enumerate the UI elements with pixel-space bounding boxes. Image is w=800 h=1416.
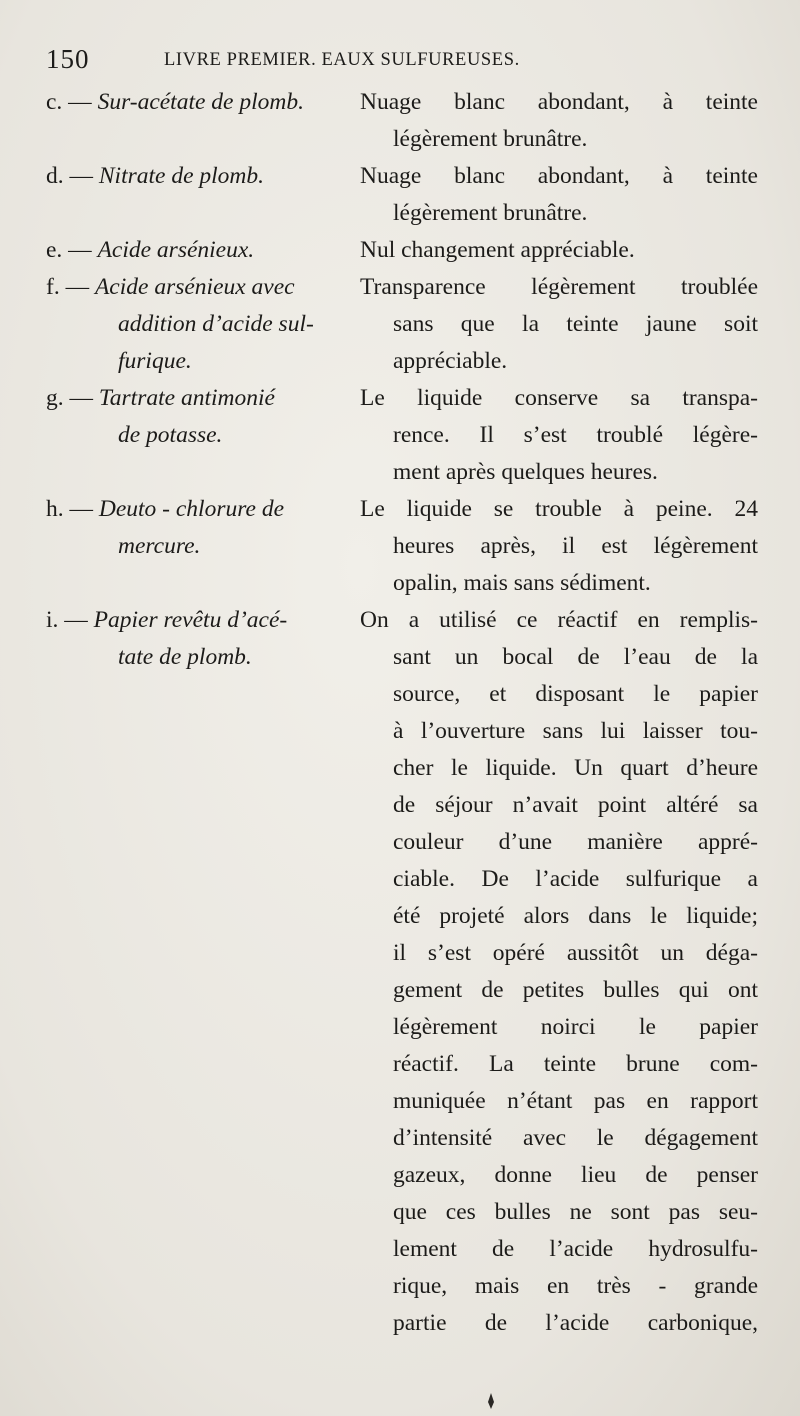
result-line: Le liquide se trouble à peine. 24 [360,496,758,522]
running-title: LIVRE PREMIER. EAUX SULFUREUSES. [164,50,520,70]
reagent-line: mercure. [118,533,201,559]
result-line: ciable. De l’acide sulfurique a [393,866,758,892]
result-line: sans que la teinte jaune soit [393,311,758,337]
reagent-line: Deuto - chlorure de [98,496,284,522]
result-line: légèrement brunâtre. [393,126,588,152]
result-line: appréciable. [393,348,508,374]
result-line: lement de l’acide hydrosulfu- [393,1236,758,1262]
result-line: Nul changement appréciable. [360,237,635,263]
reaction-result [360,84,758,158]
reagent-name [46,269,360,380]
entry-letter: d. — [46,163,93,189]
reagent-entry [46,380,766,491]
reagent-name [46,602,360,676]
entry-letter: c. — [46,89,92,115]
result-line: gement de petites bulles qui ont [393,977,758,1003]
entry-letter: h. — [46,496,93,522]
result-line: sant un bocal de l’eau de la [393,644,758,670]
result-line: rique, mais en très - grande [393,1273,758,1299]
entry-letter: e. — [46,237,92,263]
result-line: que ces bulles ne sont pas seu- [393,1199,758,1225]
result-line: Le liquide conserve sa transpa- [360,385,758,411]
result-line: gazeux, donne lieu de penser [393,1162,758,1188]
result-line: d’intensité avec le dégagement [393,1125,758,1151]
reaction-result [360,232,758,269]
reagent-line: Acide arsénieux avec [94,274,295,300]
reagent-name [46,84,360,121]
reaction-result [360,158,758,232]
reaction-result [360,602,758,1342]
reagent-results-list [46,84,766,1342]
page-header [46,44,746,78]
reagent-name [46,158,360,195]
signature-mark-icon [484,1392,498,1410]
reagent-line: Acide arsénieux. [97,237,255,263]
result-line: On a utilisé ce réactif en remplis- [360,607,758,633]
result-line: muniquée n’étant pas en rapport [393,1088,758,1114]
result-line: Nuage blanc abondant, à teinte [360,89,758,115]
result-line: couleur d’une manière appré- [393,829,758,855]
reagent-name [46,491,360,565]
result-line: opalin, mais sans sédiment. [393,570,651,596]
result-line: Nuage blanc abondant, à teinte [360,163,758,189]
reagent-line: addition d’acide sul- [118,311,314,337]
reagent-line: Papier revêtu d’acé- [93,607,288,633]
reaction-result [360,269,758,380]
entry-letter: f. — [46,274,90,300]
result-line: légèrement brunâtre. [393,200,588,226]
reagent-name [46,232,360,269]
result-line: été projeté alors dans le liquide; [393,903,758,929]
reagent-entry [46,602,766,1342]
result-line: Transparence légèrement troublée [360,274,758,300]
reagent-line: Sur-acétate de plomb. [97,89,304,115]
reagent-entry [46,491,766,602]
reagent-line: de potasse. [118,422,223,448]
reagent-entry [46,232,766,269]
result-line: il s’est opéré aussitôt un déga- [393,940,758,966]
reagent-line: furique. [118,348,192,374]
page-number: 150 [46,44,90,74]
reagent-entry [46,158,766,232]
result-line: partie de l’acide carbonique, [393,1310,758,1336]
result-line: ment après quelques heures. [393,459,658,485]
result-line: source, et disposant le papier [393,681,758,707]
reagent-line: Nitrate de plomb. [98,163,265,189]
entry-letter: g. — [46,385,93,411]
entry-letter: i. — [46,607,88,633]
reaction-result [360,380,758,491]
reaction-result [360,491,758,602]
result-line: à l’ouverture sans lui laisser tou- [393,718,758,744]
result-line: légèrement noirci le papier [393,1014,758,1040]
reagent-name [46,380,360,454]
result-line: cher le liquide. Un quart d’heure [393,755,758,781]
reagent-line: tate de plomb. [118,644,252,670]
result-line: heures après, il est légèrement [393,533,758,559]
result-line: de séjour n’avait point altéré sa [393,792,758,818]
result-line: rence. Il s’est troublé légère- [393,422,758,448]
reagent-entry [46,269,766,380]
reagent-line: Tartrate antimonié [98,385,275,411]
result-line: réactif. La teinte brune com- [393,1051,758,1077]
reagent-entry [46,84,766,158]
